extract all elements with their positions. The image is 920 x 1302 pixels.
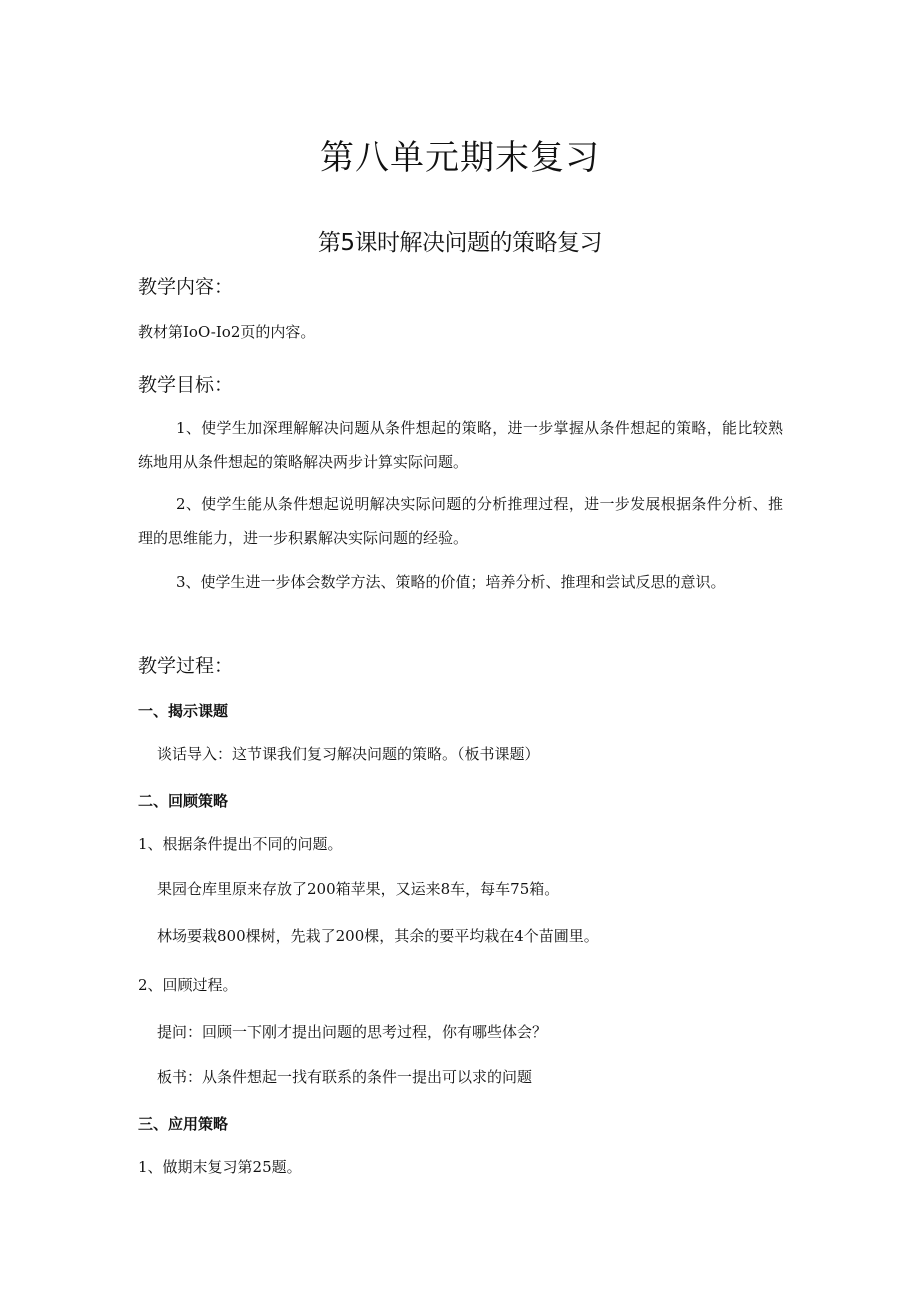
goal-item-1: 1、使学生加深理解解决问题从条件想起的策略，进一步掌握从条件想起的策略，能比较熟练地用从条件想起的策略解决两步计算实际问题。 [138, 419, 783, 471]
section-1-title: 一、揭示课题 [138, 702, 229, 720]
section-2-item-2: 2、回顾过程。 [138, 976, 238, 994]
section-3-item-1: 1、做期末复习第25题。 [138, 1158, 302, 1176]
section-2-title: 二、回顾策略 [138, 792, 229, 810]
section-2-item-1-line-1: 果园仓库里原来存放了200箱苹果，又运来8车，每车75箱。 [157, 880, 560, 898]
content-text: 教材第IoO-Io2页的内容。 [138, 323, 316, 341]
content-heading: 教学内容： [138, 276, 234, 298]
goals-heading: 教学目标： [138, 374, 234, 396]
process-heading: 教学过程： [138, 655, 234, 677]
page-subtitle: 第5课时解决问题的策略复习 [317, 230, 603, 256]
section-2-item-2-line-1: 提问：回顾一下刚才提出问题的思考过程，你有哪些体会？ [157, 1023, 548, 1041]
section-1-text: 谈话导入：这节课我们复习解决问题的策略。（板书课题） [157, 745, 540, 763]
section-3-title: 三、应用策略 [138, 1115, 229, 1133]
section-2-item-2-line-2: 板书：从条件想起一找有联系的条件一提出可以求的问题 [157, 1068, 533, 1086]
goal-item-2: 2、使学生能从条件想起说明解决实际问题的分析推理过程，进一步发展根据条件分析、推理的思维能力，进一步积累解决实际问题的经验。 [138, 495, 783, 547]
goal-item-3: 3、使学生进一步体会数学方法、策略的价值；培养分析、推理和尝试反思的意识。 [176, 573, 726, 591]
section-2-item-1-line-2: 林场要栽800棵树，先栽了200棵，其余的要平均栽在4个苗圃里。 [157, 927, 599, 945]
section-2-item-1: 1、根据条件提出不同的问题。 [138, 835, 343, 853]
page-title: 第八单元期末复习 [320, 138, 600, 178]
